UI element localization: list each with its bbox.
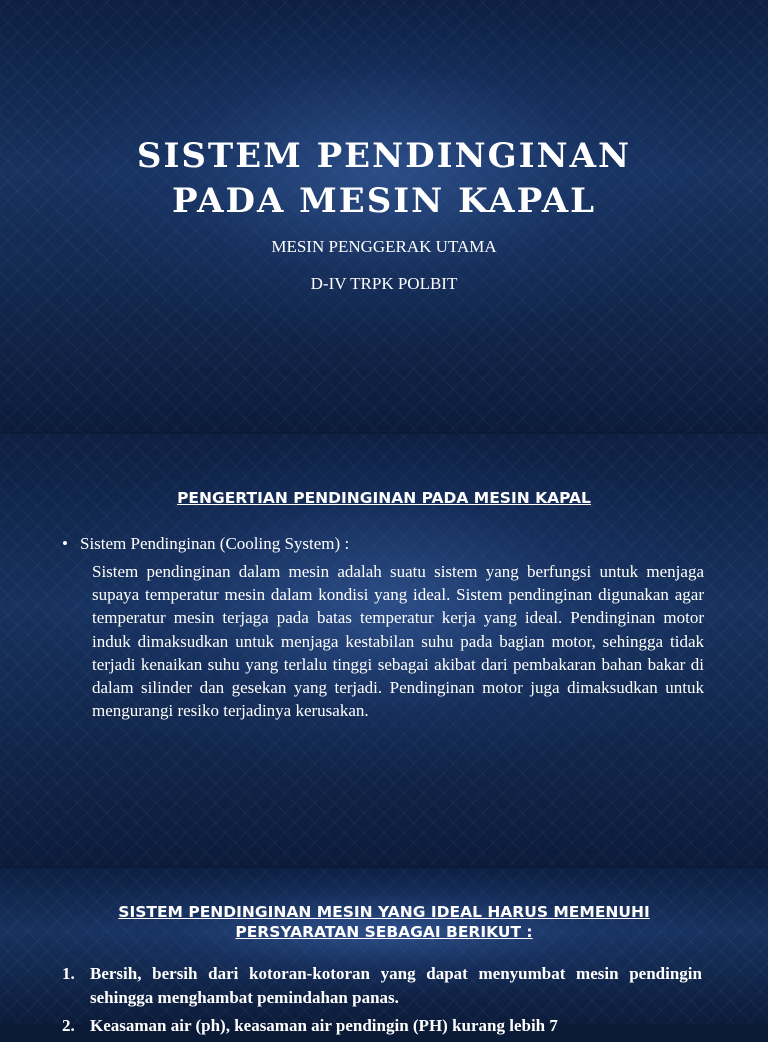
bullet-item [62,534,349,554]
definition-paragraph: Sistem pendinginan dalam mesin adalah suatu sistem yang berfungsi untuk menjaga supaya temperatur mesin dalam kondisi yang ideal. Sistem pendinginan digunakan agar temperatur mesin terjaga pada batas temperatur kerja yang ideal. Pendinginan motor induk dimaksudkan untuk menjaga kestabilan suhu pada bagian motor, sehingga tidak terjadi kenaikan suhu yang terlalu tinggi sebagai akibat dari pembakaran bahan bakar di dalam silinder dan gesekan yang terjadi. Pendinginan motor juga dimaksudkan untuk mengurangi resiko terjadinya kerusakan. [92,562,704,721]
requirements-heading [40,902,728,942]
list-item-text: Keasaman air (ph), keasaman air pendingin (PH) kurang lebih 7 [90,1016,558,1035]
requirements-list [62,962,702,1042]
title-slide [0,0,768,432]
list-item-number: 2. [62,1016,75,1035]
definition-heading: PENGERTIAN PENDINGINAN PADA MESIN KAPAL [177,489,591,507]
list-item-text: Bersih, bersih dari kotoran-kotoran yang dapat menyumbat mesin pendingin sehingga menghambat pemindahan panas. [90,964,702,1007]
list-item [62,962,702,1010]
subtitle-program: D-IV TRPK POLBIT [310,274,458,293]
list-item [62,1014,702,1038]
title-line-2: PADA MESIN KAPAL [171,181,597,221]
subtitle-course: MESIN PENGGERAK UTAMA [271,237,497,256]
requirements-heading-line-2: PERSYARATAN SEBAGAI BERIKUT : [235,923,533,941]
requirements-heading-line-1: SISTEM PENDINGINAN MESIN YANG IDEAL HARUS MEMENUHI [118,903,650,921]
list-item-number: 1. [62,964,75,983]
requirements-slide [0,868,768,1035]
bullet-icon: • [62,534,68,553]
title-line-1: SISTEM PENDINGINAN [136,136,632,176]
slide-title [0,134,768,224]
definition-slide [0,434,768,866]
bullet-label: Sistem Pendinginan (Cooling System) : [80,534,350,553]
